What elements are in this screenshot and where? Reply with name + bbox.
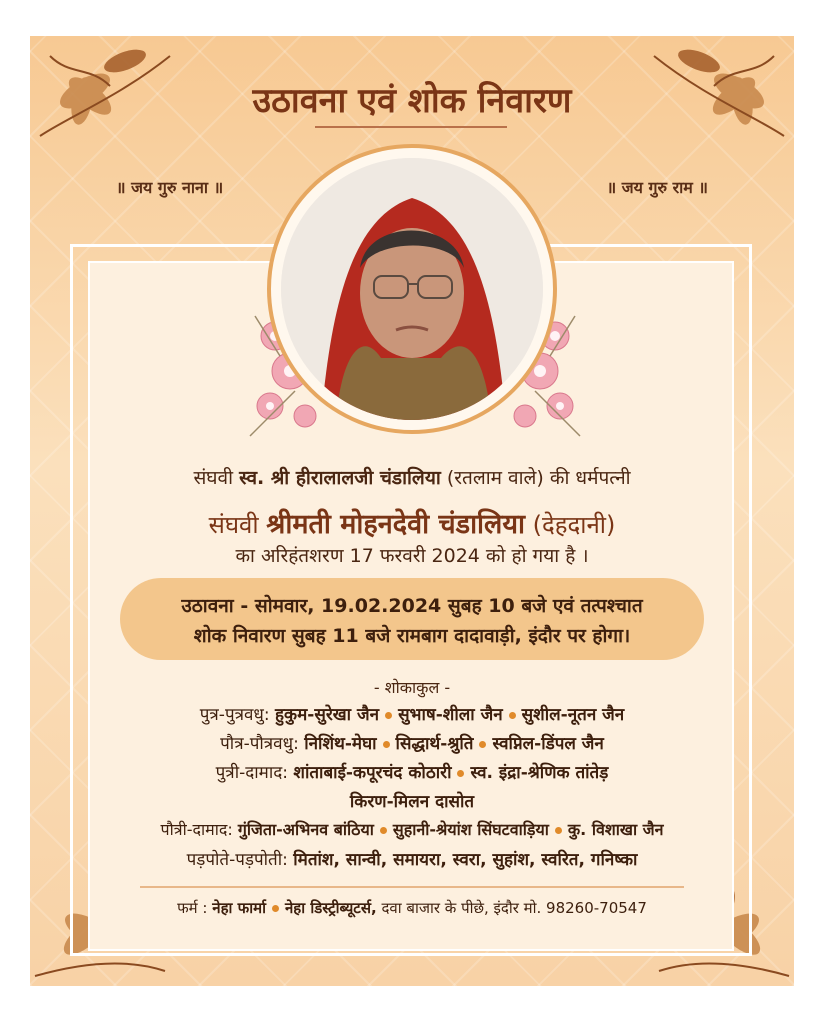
passing-date-line: का अरिहंतशरण 17 फरवरी 2024 को हो गया है । (235, 545, 589, 567)
family-row (30, 702, 794, 725)
relative-name: स्व. इंद्रा-श्रेणिक तांतेड़ (470, 763, 609, 783)
relative-name: गुंजिता-अभिनव बांठिया (237, 820, 374, 839)
bullet-dot (555, 827, 562, 834)
relative-name: मितांश, सान्वी, समायरा, स्वरा, सुहांश, स्वरित, गनिष्का (293, 850, 638, 870)
portrait-photo (281, 158, 543, 420)
relation-label: पुत्र-पुत्रवधु: (199, 705, 270, 725)
family-row (30, 789, 794, 812)
footer-address: दवा बाजार के पीछे, इंदौर मो. 98260-70547 (381, 899, 647, 917)
relative-name: निशिंथ-मेघा (304, 734, 377, 754)
family-row (30, 760, 794, 783)
title-divider (315, 126, 507, 128)
suffix-text: (देहदानी) (532, 511, 616, 539)
bullet-dot (457, 770, 464, 777)
firm-name: नेहा फार्मा (212, 899, 266, 917)
deceased-name: श्रीमती मोहनदेवी चंडालिया (266, 509, 526, 540)
relative-name: हुकुम-सुरेखा जैन (275, 705, 380, 725)
memorial-card (30, 36, 794, 986)
firm-name: नेहा डिस्ट्रीब्यूटर्स, (284, 899, 377, 917)
bullet-dot (272, 905, 279, 912)
bullet-dot (383, 741, 390, 748)
bullet-dot (385, 712, 392, 719)
relation-label: पुत्री-दामाद: (215, 763, 288, 783)
relation-label: पौत्र-पौत्रवधु: (220, 734, 299, 754)
footer-divider (140, 886, 684, 888)
mourners-heading: - शोकाकुल - (373, 678, 451, 697)
relative-name: किरण-मिलन दासोत (349, 792, 475, 812)
relation-label: पड़पोते-पड़पोती: (186, 850, 288, 870)
family-row (30, 818, 794, 840)
bullet-dot (509, 712, 516, 719)
mantra-right: ॥ जय गुरु राम ॥ (606, 178, 708, 197)
deceased-line (30, 504, 794, 541)
bullet-dot (479, 741, 486, 748)
footer-prefix: फर्म : (177, 899, 208, 917)
relative-name: कु. विशाखा जैन (567, 820, 664, 839)
event-line-1: उठावना - सोमवार, 19.02.2024 सुबह 10 बजे एवं तत्पश्चात (181, 595, 643, 617)
relative-name: सिद्धार्थ-श्रुति (395, 734, 474, 754)
relative-name: स्वप्निल-डिंपल जैन (492, 734, 604, 754)
relative-name: सुशील-नूतन जैन (521, 705, 625, 725)
footer-credit (30, 898, 794, 918)
husband-name: स्व. श्री हीरालालजी चंडालिया (239, 467, 441, 489)
portrait-frame (267, 144, 557, 434)
relative-name: सुहानी-श्रेयांश सिंघटवाड़िया (392, 820, 549, 839)
event-line-2: शोक निवारण सुबह 11 बजे रामबाग दादावाड़ी, इंदौर पर होगा। (193, 625, 631, 647)
prefix-text: संघवी (193, 467, 234, 489)
mantra-left: ॥ जय गुरु नाना ॥ (116, 178, 224, 197)
relation-label: पौत्री-दामाद: (160, 820, 233, 839)
relative-name: सुभाष-शीला जैन (398, 705, 503, 725)
page-title: उठावना एवं शोक निवारण (252, 81, 572, 121)
family-row (30, 847, 794, 870)
prefix-text: संघवी (208, 511, 259, 539)
husband-line (30, 464, 794, 490)
family-row (30, 731, 794, 754)
bullet-dot (380, 827, 387, 834)
relative-name: शांताबाई-कपूरचंद कोठारी (293, 763, 452, 783)
suffix-text: (रतलाम वाले) की धर्मपत्नी (446, 467, 631, 489)
